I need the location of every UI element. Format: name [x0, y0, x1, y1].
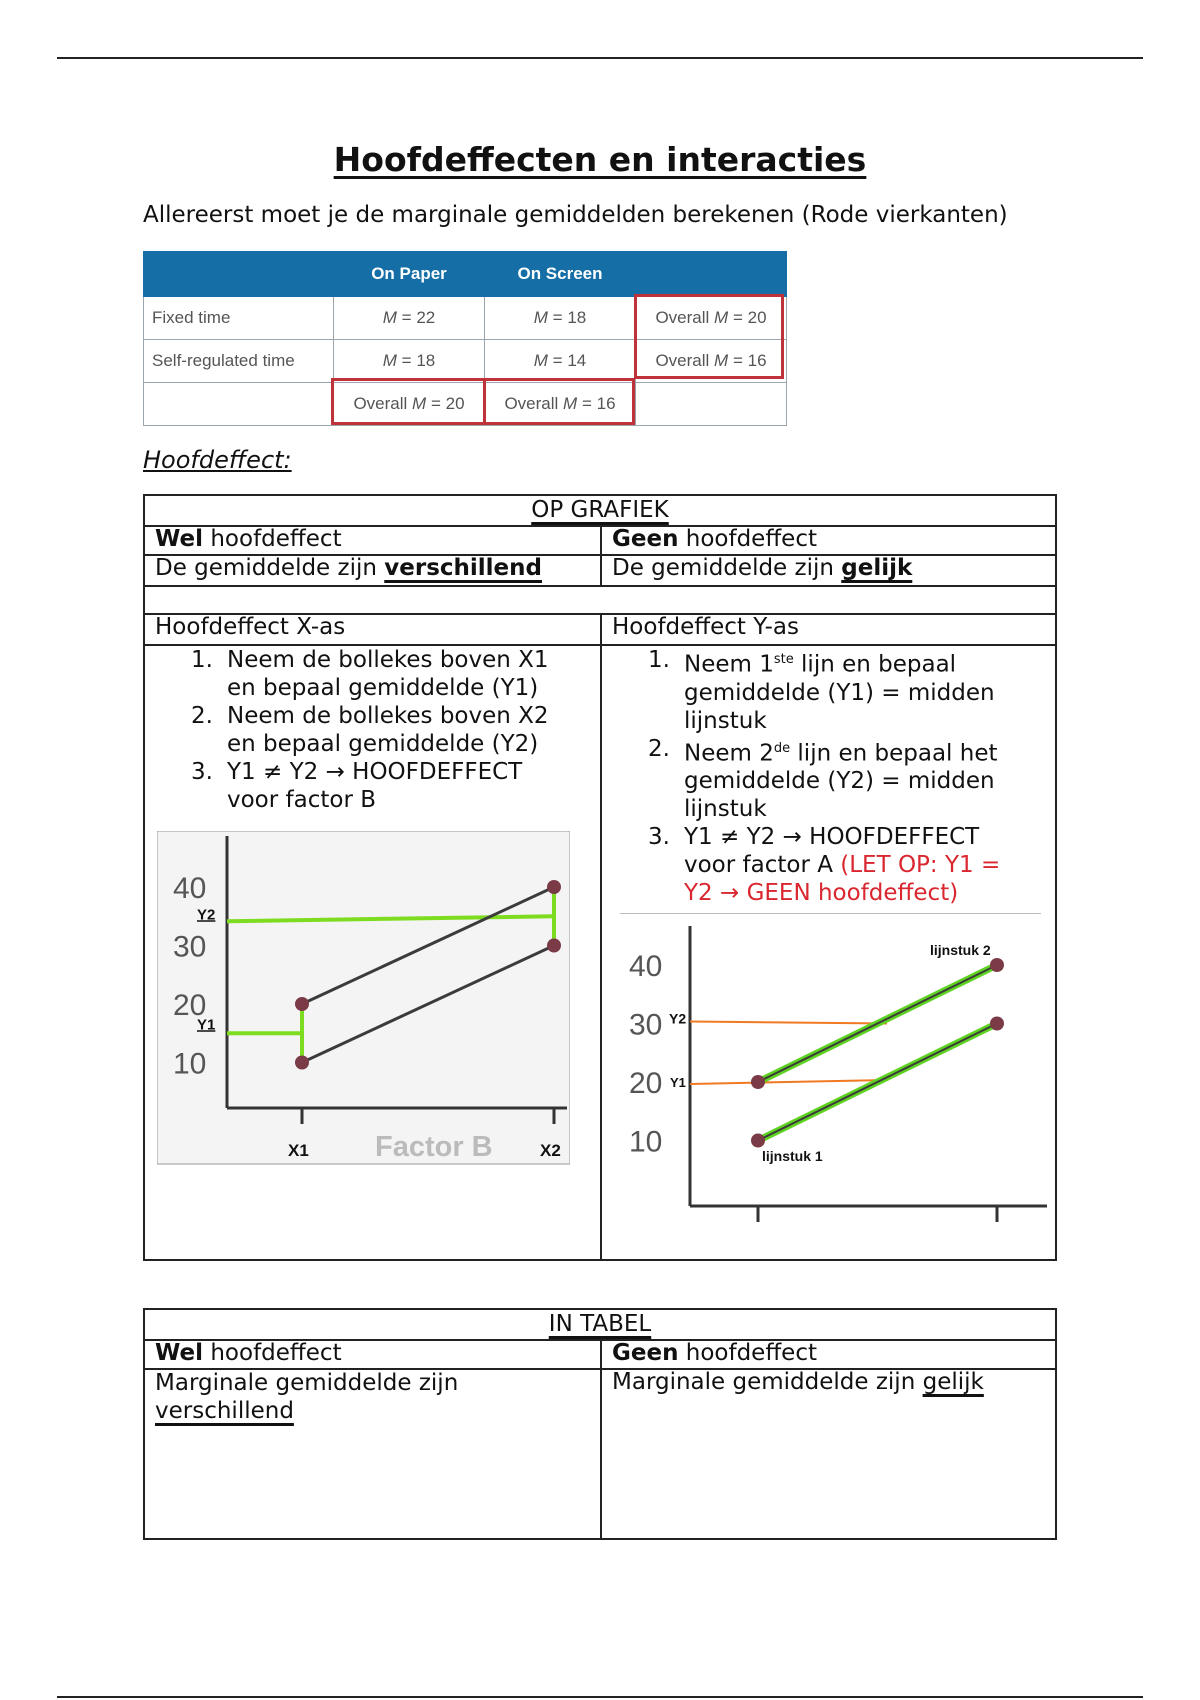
- list-item: 1. Neem de bollekes boven X1 en bepaal gemiddelde (Y1): [191, 647, 549, 701]
- geen-hoofdeffect: Geen hoofdeffect: [612, 526, 817, 552]
- header-blank: [144, 252, 334, 297]
- cell-overall: Overall M = 20: [636, 297, 787, 340]
- y1-marker-label: Y1: [197, 1016, 216, 1034]
- row-label: Fixed time: [144, 297, 334, 340]
- row-label: Self-regulated time: [144, 340, 334, 383]
- x-as-heading: Hoofdeffect X-as: [155, 614, 346, 640]
- cell-overall: Overall M = 20: [334, 383, 485, 426]
- data-point: [990, 958, 1004, 972]
- page-title: Hoofdeffecten en interacties: [333, 140, 867, 179]
- grafiek-table: [143, 494, 1057, 1261]
- list-item: 2. Neem 2de lijn en bepaal het gemiddelde (Y2) = midden lijnstuk: [648, 735, 998, 823]
- wel-hoofdeffect: Wel hoofdeffect: [155, 526, 342, 552]
- y-tick-label: 20: [629, 1067, 663, 1100]
- data-point: [295, 1056, 309, 1070]
- y-tick-label: 40: [629, 950, 663, 983]
- tabel-wel-hoofdeffect: Wel hoofdeffect: [155, 1340, 342, 1366]
- blank-cell: [144, 383, 334, 426]
- x-tick-label: X1: [288, 1141, 309, 1160]
- y2-marker-label: Y2: [197, 906, 216, 924]
- chart-background: [157, 831, 570, 1164]
- chart-factor-b: [157, 831, 570, 1171]
- y-steps-list: [612, 646, 1052, 907]
- y-tick-label: 10: [173, 1047, 207, 1081]
- header-on-screen: On Screen: [485, 252, 636, 297]
- y-tick-label: 20: [173, 989, 207, 1022]
- cell-value: M = 22: [334, 297, 485, 340]
- y-tick-label: 10: [629, 1125, 663, 1159]
- list-item: 3. Y1 ≠ Y2 → HOOFDEFFECT voor factor A (LET OP: Y1 = Y2 → GEEN hoofdeffect): [648, 824, 1001, 907]
- data-point: [547, 880, 561, 894]
- tabel-table: [143, 1308, 1057, 1540]
- header-overall: [636, 252, 787, 297]
- tabel-geen-hoofdeffect: Geen hoofdeffect: [612, 1340, 817, 1366]
- y-tick-label: 40: [173, 872, 207, 905]
- chart-lijnstukken: [617, 926, 1047, 1256]
- red-box-row-means: [634, 294, 784, 379]
- data-point: [547, 939, 561, 953]
- x-axis-label: Factor B: [375, 1131, 493, 1163]
- cell-value: M = 18: [485, 297, 636, 340]
- intro-text: Allereerst moet je de marginale gemiddelden berekenen (Rode vierkanten): [143, 202, 1008, 228]
- data-point: [990, 1017, 1004, 1031]
- data-point: [751, 1075, 765, 1089]
- data-point: [295, 997, 309, 1011]
- top-rule: [57, 57, 1143, 59]
- red-box-column-means: [331, 378, 635, 425]
- series-label-lijnstuk-2: lijnstuk 2: [930, 942, 991, 958]
- tabel-geen-description: Marginale gemiddelde zijn gelijk: [612, 1369, 984, 1395]
- hoofdeffect-heading: Hoofdeffect:: [143, 446, 292, 474]
- grafiek-heading: OP GRAFIEK: [531, 497, 669, 523]
- y-tick-label: 30: [629, 1008, 663, 1042]
- series-label-lijnstuk-1: lijnstuk 1: [762, 1148, 823, 1164]
- blank-cell: [636, 383, 787, 426]
- cell-value: M = 18: [334, 340, 485, 383]
- x-steps-list: [155, 646, 595, 814]
- cell-value: M = 14: [485, 340, 636, 383]
- list-item: 2. Neem de bollekes boven X2 en bepaal gemiddelde (Y2): [191, 703, 549, 757]
- list-item: 3. Y1 ≠ Y2 → HOOFDEFFECT voor factor B: [191, 759, 523, 813]
- y-as-heading: Hoofdeffect Y-as: [612, 614, 799, 640]
- y2-marker-label: Y2: [669, 1010, 687, 1027]
- data-point: [751, 1134, 765, 1148]
- wel-description: De gemiddelde zijn verschillend: [155, 555, 542, 581]
- cell-overall: Overall M = 16: [636, 340, 787, 383]
- y1-marker-label: Y1: [670, 1075, 686, 1090]
- x-tick-label: X2: [540, 1141, 561, 1160]
- tabel-heading: IN TABEL: [548, 1311, 652, 1337]
- header-on-paper: On Paper: [334, 252, 485, 297]
- bottom-rule: [57, 1696, 1143, 1698]
- tabel-wel-description: Marginale gemiddelde zijn verschillend: [155, 1370, 459, 1424]
- cell-overall: Overall M = 16: [485, 383, 636, 426]
- geen-description: De gemiddelde zijn gelijk: [612, 555, 913, 581]
- list-item: 1. Neem 1ste lijn en bepaal gemiddelde (Y1) = midden lijnstuk: [648, 647, 995, 734]
- y-tick-label: 30: [173, 930, 207, 964]
